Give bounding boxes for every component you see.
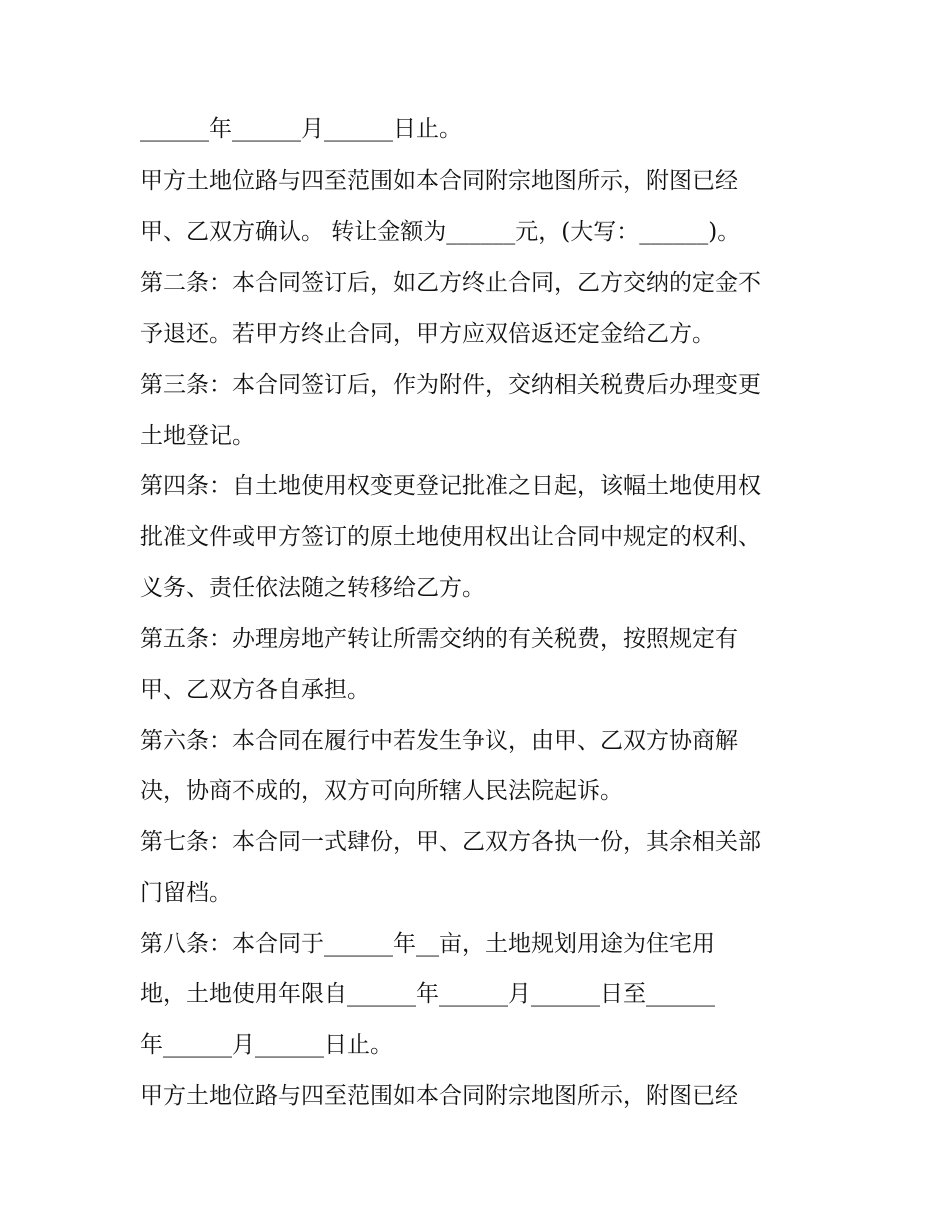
text-line: 第二条：本合同签订后，如乙方终止合同，乙方交纳的定金不 [140, 270, 761, 296]
text-line: 第八条：本合同于______年__亩，土地规划用途为住宅用 [140, 931, 715, 957]
text-line: 第三条：本合同签订后，作为附件，交纳相关税费后办理变更 [140, 372, 761, 398]
text-line: 第五条：办理房地产转让所需交纳的有关税费，按照规定有 [140, 626, 738, 652]
text-line: 第六条：本合同在履行中若发生争议，由甲、乙双方协商解 [140, 728, 738, 754]
text-line: 地，土地使用年限自______年______月______日至______ [140, 981, 715, 1007]
text-line: 甲、乙双方确认。 转让金额为______元，(大写：______)。 [140, 219, 741, 245]
text-line: 第七条：本合同一式肆份，甲、乙双方各执一份，其余相关部 [140, 829, 761, 855]
text-line: 决，协商不成的，双方可向所辖人民法院起诉。 [140, 778, 623, 804]
text-line: 甲方土地位路与四至范围如本合同附宗地图所示，附图已经 [140, 1083, 738, 1109]
text-line: 土地登记。 [140, 423, 255, 449]
text-line: 甲、乙双方各自承担。 [140, 677, 370, 703]
text-line: 第四条：自土地使用权变更登记批准之日起，该幅土地使用权 [140, 473, 761, 499]
text-line: 批准文件或甲方签订的原土地使用权出让合同中规定的权利、 [140, 524, 761, 550]
text-line: 门留档。 [140, 880, 232, 906]
text-line: 甲方土地位路与四至范围如本合同附宗地图所示，附图已经 [140, 168, 738, 194]
text-line: 年______月______日止。 [140, 1032, 393, 1058]
text-line: 义务、责任依法随之转移给乙方。 [140, 575, 485, 601]
text-line: 予退还。若甲方终止合同，甲方应双倍返还定金给乙方。 [140, 321, 715, 347]
text-line: ______年______月______日止。 [140, 116, 462, 142]
